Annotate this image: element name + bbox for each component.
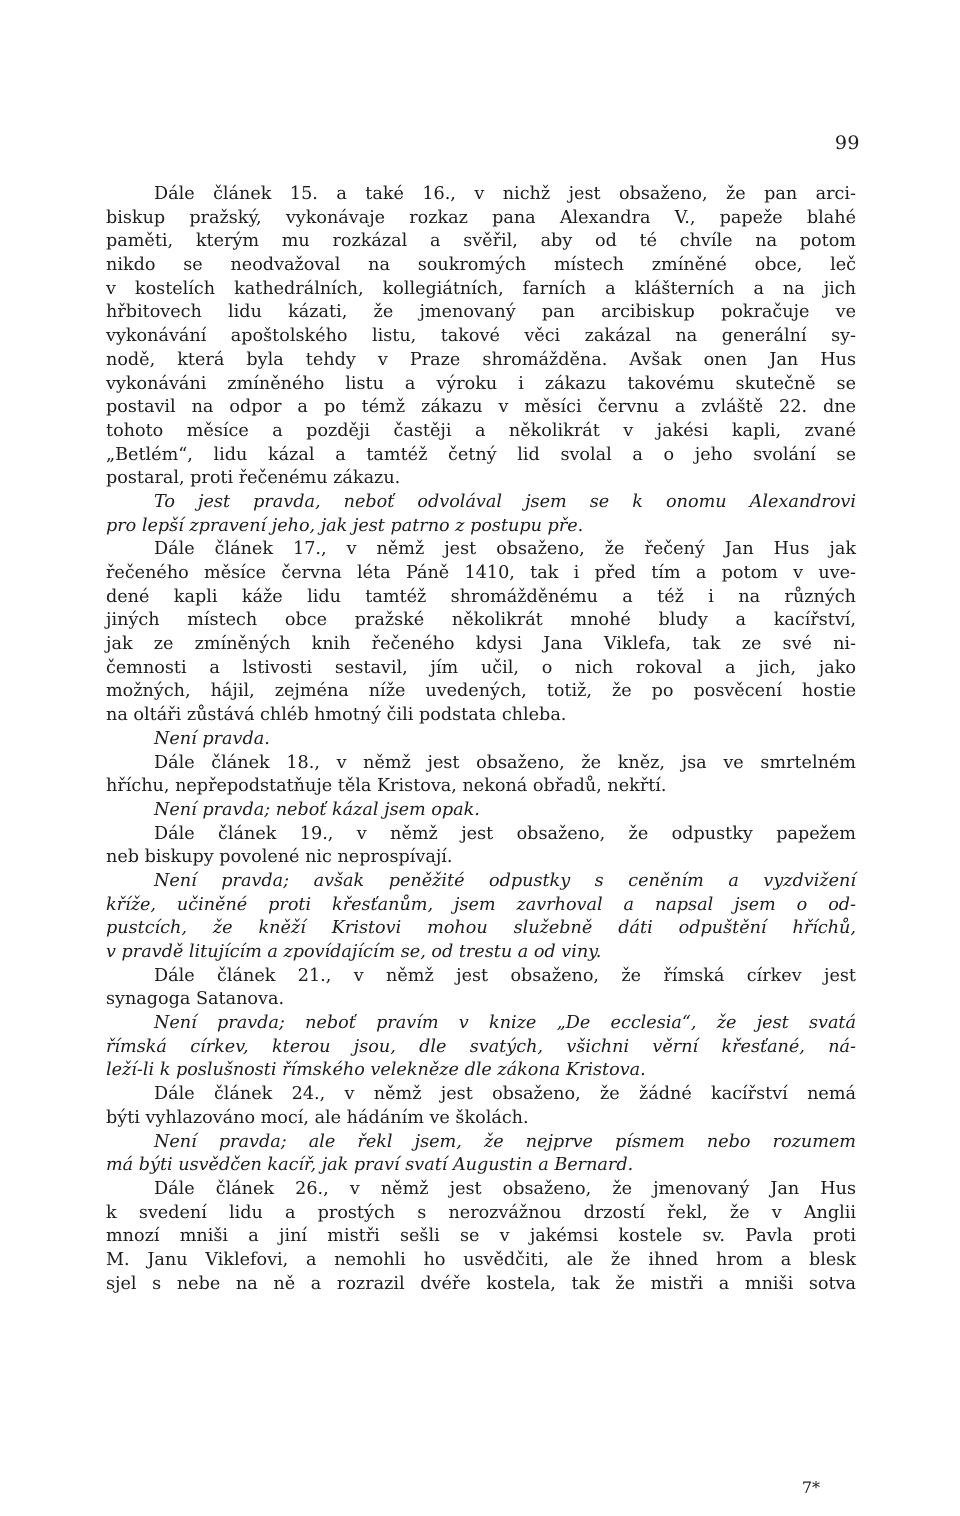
text-line: dené kapli káže lidu tamtéž shromážděnému a též i na různých	[106, 586, 856, 607]
reply-line: pustcích, že kněží Kristovi mohou služebně dáti odpuštění hříchů,	[106, 918, 856, 939]
text-line: Dále článek 21., v němž jest obsaženo, že římská církev jest	[154, 965, 856, 986]
reply-line: Není pravda.	[154, 728, 270, 749]
text-line: sjel s nebe na ně a rozrazil dvéře kostela, tak že mistři a mniši sotva	[106, 1273, 856, 1294]
text-line: M. Janu Viklefovi, a nemohli ho usvědčiti, ale že ihned hrom a blesk	[106, 1249, 856, 1270]
reply-line: Není pravda; neboť kázal jsem opak.	[154, 799, 480, 820]
text-line: postaral, proti řečenému zákazu.	[106, 468, 401, 489]
reply-line: kříže, učiněné proti křesťanům, jsem zavrhoval a napsal jsem o od-	[106, 894, 856, 915]
text-line: Dále článek 18., v němž jest obsaženo, že kněz, jsa ve smrtelném	[154, 752, 856, 773]
text-line: biskup pražský, vykonávaje rozkaz pana Alexandra V., papeže blahé	[106, 207, 856, 228]
text-line: řečeného měsíce června léta Páně 1410, tak i před tím a potom v uve-	[106, 563, 856, 583]
reply-line: Není pravda; avšak peněžité odpustky s ceněním a vyzdvižení	[154, 870, 856, 891]
reply-line: v pravdě litujícím a zpovídajícím se, od trestu a od viny.	[106, 942, 602, 962]
text-line: k svedení lidu a prostých s nerozvážnou drzostí řekl, že v Anglii	[106, 1202, 856, 1223]
text-line: na oltáři zůstává chléb hmotný čili podstata chleba.	[106, 705, 567, 726]
body-text	[106, 183, 856, 1296]
text-line: nikdo se neodvažoval na soukromých místech zmíněné obce, leč	[106, 255, 856, 276]
text-line: možných, hájil, zejména níže uvedených, totiž, že po posvěcení hostie	[106, 681, 856, 702]
text-line: postavil na odpor a po témž zákazu v měsíci červnu a zvláště 22. dne	[106, 397, 856, 418]
text-line: mnozí mniši a jiní mistři sešli se v jakémsi kostele sv. Pavla proti	[106, 1226, 856, 1247]
text-line: paměti, kterým mu rozkázal a svěřil, aby od té chvíle na potom	[106, 231, 856, 252]
text-line: Dále článek 15. a také 16., v nichž jest obsaženo, že pan arci-	[154, 184, 856, 204]
reply-line: pro lepší zpravení jeho, jak jest patrno z postupu pře.	[106, 515, 584, 536]
text-line: hřbitovech lidu kázati, že jmenovaný pan arcibiskup pokračuje ve	[106, 302, 856, 323]
text-line: Dále článek 26., v němž jest obsaženo, že jmenovaný Jan Hus	[154, 1178, 856, 1199]
reply-line: To jest pravda, neboť odvolával jsem se k onomu Alexandrovi	[154, 491, 856, 512]
text-line: hříchu, nepřepodstatňuje těla Kristova, nekoná obřadů, nekřtí.	[106, 776, 667, 797]
page-number: 99	[834, 132, 860, 154]
text-line: tohoto měsíce a později častěji a několikrát v jakési kapli, zvané	[106, 420, 856, 441]
text-line: nodě, která byla tehdy v Praze shromážděna. Avšak onen Jan Hus	[106, 349, 856, 370]
text-line: vykonáváni zmíněného listu a výroku i zákazu takovému skutečně se	[106, 373, 856, 394]
text-line: Dále článek 24., v němž jest obsaženo, že žádné kacířství nemá	[154, 1084, 856, 1105]
text-line: vykonávání apoštolského listu, takové věci zakázal na generální sy-	[106, 326, 856, 347]
text-line: neb biskupy povolené nic neprospívají.	[106, 847, 453, 868]
text-line: jiných místech obce pražské několikrát mnohé bludy a kacířství,	[106, 610, 856, 631]
reply-line: má býti usvědčen kacíř, jak praví svatí Augustin a Bernard.	[106, 1155, 634, 1176]
text-line: Dále článek 19., v němž jest obsaženo, že odpustky papežem	[154, 823, 856, 844]
signature-mark: 7*	[801, 1478, 820, 1497]
reply-line: Není pravda; neboť pravím v knize „De ecclesia“, že jest svatá	[154, 1013, 856, 1034]
reply-line: Není pravda; ale řekl jsem, že nejprve písmem nebo rozumem	[154, 1131, 856, 1152]
text-line: jak ze zmíněných knih řečeného kdysi Jana Viklefa, tak ze své ni-	[106, 634, 856, 655]
text-line: Dále článek 17., v němž jest obsaženo, že řečený Jan Hus jak	[154, 539, 856, 560]
reply-line: římská církev, kterou jsou, dle svatých, všichni věrní křesťané, ná-	[106, 1036, 856, 1057]
text-line: synagoga Satanova.	[106, 989, 285, 1010]
text-line: v kostelích kathedrálních, kollegiátních, farních a klášterních a na jich	[106, 278, 856, 299]
text-line: čemnosti a lstivosti sestavil, jím učil, o nich rokoval a jich, jako	[106, 657, 856, 678]
reply-line: leží-li k poslušnosti římského velekněze dle zákona Kristova.	[106, 1060, 646, 1081]
text-line: býti vyhlazováno mocí, ale hádáním ve školách.	[106, 1107, 529, 1128]
text-line: „Betlém“, lidu kázal a tamtéž četný lid svolal a o jeho svolání se	[106, 444, 856, 465]
